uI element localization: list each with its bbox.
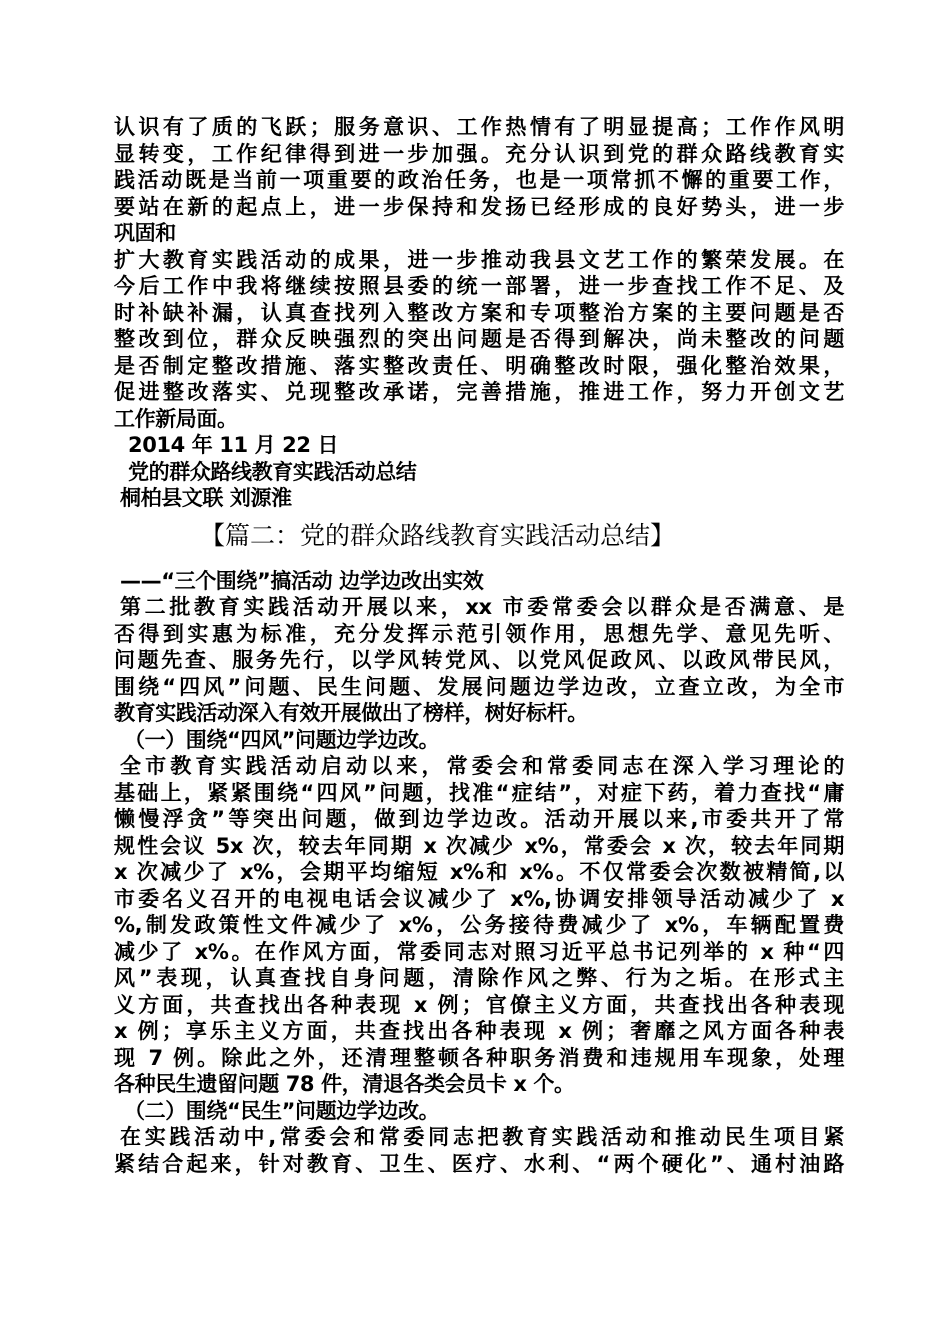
paragraph-line: 懒慢浮贪”等突出问题，做到边学边改。活动开展以来,市委共开了常 — [114, 807, 844, 831]
section-subheading: （一）围绕“四风”问题边学边改。 — [124, 727, 440, 752]
document-page — [114, 114, 844, 1177]
paragraph-line: 全市教育实践活动启动以来，常委会和常委同志在深入学习理论的 — [120, 754, 844, 778]
paragraph-line: 否得到实惠为标准，充分发挥示范引领作用，思想先学、意见先听、 — [114, 621, 844, 646]
paragraph-line: 认识有了质的飞跃；服务意识、工作热情有了明显提高；工作作风明 — [114, 115, 844, 139]
paragraph-line: 教育实践活动深入有效开展做出了榜样，树好标杆。 — [114, 701, 588, 725]
paragraph-line: 紧结合起来，针对教育、卫生、医疗、水利、“两个硬化”、通村油路 — [114, 1151, 844, 1176]
paragraph-line: 基础上，紧紧围绕“四风”问题，找准“症结”，对症下药，着力查找“庸 — [114, 780, 844, 805]
subtitle-line: ——“三个围绕”搞活动 边学边改出实效 — [120, 568, 484, 593]
author-line: 桐柏县文联 刘源淮 — [120, 486, 292, 510]
paragraph-line: %,制发政策性文件减少了 x%，公务接待费减少了 x%，车辆配置费 — [114, 913, 844, 937]
paragraph-line: 在实践活动中,常委会和常委同志把教育实践活动和推动民生项目紧 — [120, 1125, 844, 1149]
date-line: 2014 年 11 月 22 日 — [128, 433, 339, 457]
section-heading: 【篇二：党的群众路线教育实践活动总结】 — [200, 520, 676, 550]
paragraph-line: 风”表现，认真查找自身问题，清除作风之弊、行为之垢。在形式主 — [114, 966, 844, 990]
paragraph-line: 各种民生遗留问题 78 件，清退各类会员卡 x 个。 — [114, 1072, 575, 1096]
paragraph-line: 今后工作中我将继续按照县委的统一部署，进一步查找工作不足、及 — [114, 274, 844, 298]
paragraph-line: 整改到位，群众反映强烈的突出问题是否得到解决，尚未整改的问题 — [114, 327, 844, 351]
paragraph-line: 问题先查、服务先行，以学风转党风、以党风促政风、以政风带民风， — [114, 648, 844, 672]
paragraph-line: 是否制定整改措施、落实整改责任、明确整改时限，强化整治效果， — [114, 353, 844, 378]
title-line: 党的群众路线教育实践活动总结 — [128, 459, 417, 484]
paragraph-line: 工作新局面。 — [114, 406, 238, 431]
paragraph-line: 围绕“四风”问题、民生问题、发展问题边学边改，立查立改，为全市 — [114, 674, 844, 699]
paragraph-line: 巩固和 — [114, 221, 176, 245]
paragraph-line: 扩大教育实践活动的成果，进一步推动我县文艺工作的繁荣发展。在 — [114, 247, 844, 272]
paragraph-line: 显转变，工作纪律得到进一步加强。充分认识到党的群众路线教育实 — [114, 141, 844, 166]
paragraph-line: 现 7 例。除此之外，还清理整顿各种职务消费和违规用车现象，处理 — [114, 1045, 844, 1070]
paragraph-line: 减少了 x%。在作风方面，常委同志对照习近平总书记列举的 x 种“四 — [114, 939, 844, 964]
paragraph-line: 促进整改落实、兑现整改承诺，完善措施，推进工作，努力开创文艺 — [114, 380, 844, 404]
paragraph-line: 市委名义召开的电视电话会议减少了 x%,协调安排领导活动减少了 x — [114, 886, 844, 911]
paragraph-line: 义方面，共查找出各种表现 x 例；官僚主义方面，共查找出各种表现 — [114, 992, 844, 1017]
paragraph-line: 第二批教育实践活动开展以来，xx 市委常委会以群众是否满意、是 — [120, 595, 844, 619]
paragraph-line: 践活动既是当前一项重要的政治任务，也是一项常抓不懈的重要工作， — [114, 168, 844, 192]
paragraph-line: 规性会议 5x 次，较去年同期 x 次减少 x%，常委会 x 次，较去年同期 — [114, 833, 844, 858]
paragraph-line: 要站在新的起点上，进一步保持和发扬已经形成的良好势头，进一步 — [114, 194, 844, 219]
paragraph-line: x 例；享乐主义方面，共查找出各种表现 x 例；奢靡之风方面各种表 — [114, 1019, 844, 1043]
paragraph-line: x 次减少了 x%，会期平均缩短 x%和 x%。不仅常委会次数被精简,以 — [114, 860, 844, 884]
section-subheading: （二）围绕“民生”问题边学边改。 — [124, 1098, 440, 1123]
paragraph-line: 时补缺补漏，认真查找列入整改方案和专项整治方案的主要问题是否 — [114, 300, 844, 325]
